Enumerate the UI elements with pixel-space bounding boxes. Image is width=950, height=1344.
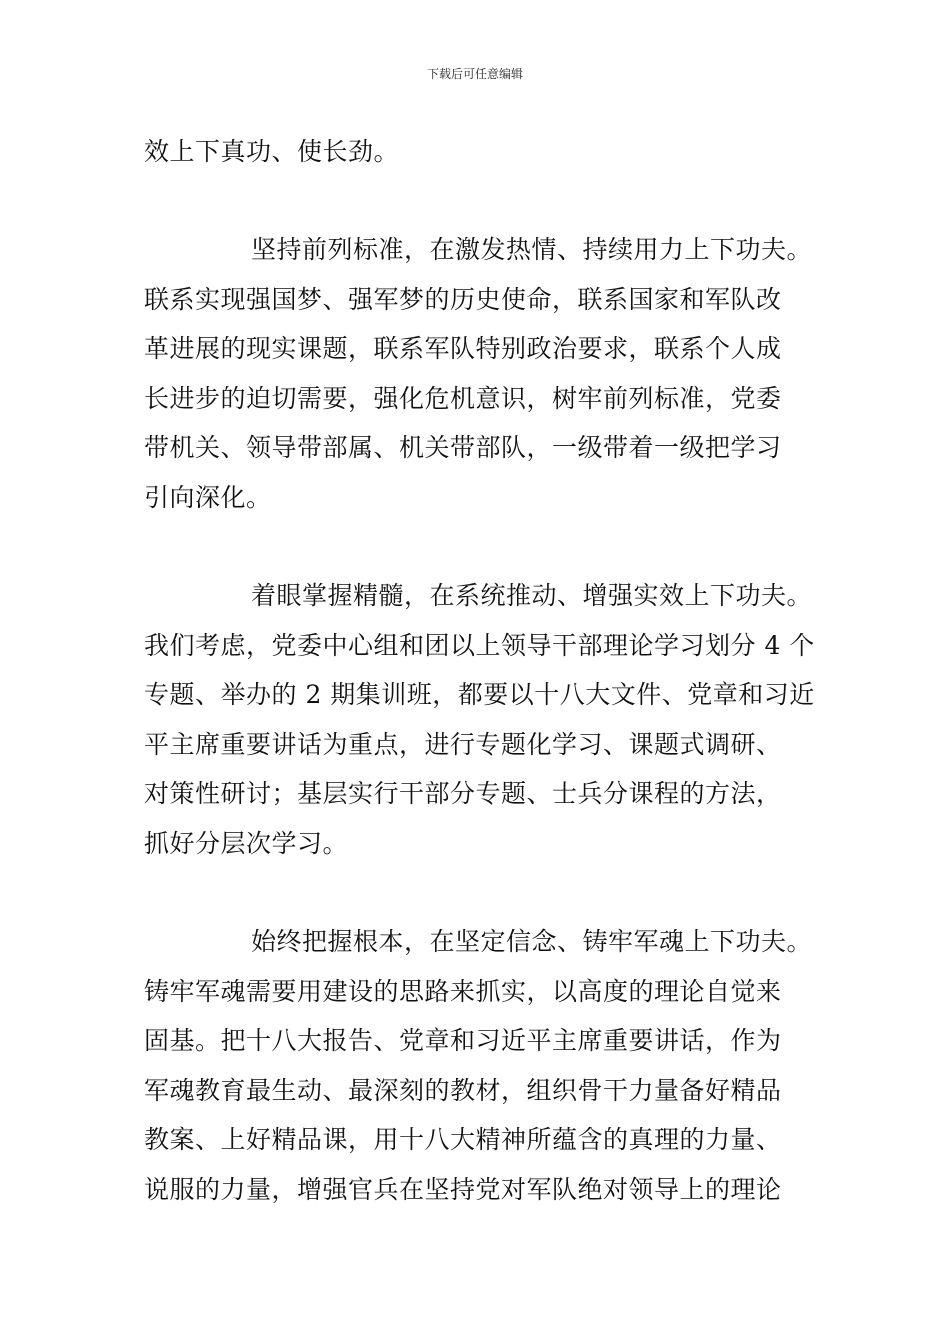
paragraph-line: 军魂教育最生动、最深刻的教材，组织骨干力量备好精品	[144, 1076, 782, 1105]
paragraph-line: 专题、举办的 2 期集训班，都要以十八大文件、党章和习近	[144, 680, 815, 709]
paragraph-line: 长进步的迫切需要，强化危机意识，树牢前列标准，党委	[144, 384, 782, 413]
paragraph-line: 联系实现强国梦、强军梦的历史使命，联系国家和军队改	[144, 285, 782, 314]
section-heading: 着眼掌握精髓，在系统推动、增强实效上下功夫。	[251, 581, 813, 610]
section-heading: 始终把握根本，在坚定信念、铸牢军魂上下功夫。	[251, 927, 813, 956]
paragraph-line: 说服的力量，增强官兵在坚持党对军队绝对领导上的理论	[144, 1175, 782, 1204]
paragraph-line: 平主席重要讲话为重点，进行专题化学习、课题式调研、	[144, 730, 782, 759]
paragraph-line: 固基。把十八大报告、党章和习近平主席重要讲话，作为	[144, 1026, 782, 1055]
paragraph-line: 对策性研讨；基层实行干部分专题、士兵分课程的方法，	[144, 779, 782, 808]
paragraph-line: 革进展的现实课题，联系军队特别政治要求，联系个人成	[144, 334, 782, 363]
paragraph-line: 引向深化。	[144, 483, 272, 512]
paragraph-line: 我们考虑，党委中心组和团以上领导干部理论学习划分 4 个	[144, 631, 815, 660]
page-header: 下载后可任意编辑	[426, 67, 523, 81]
section-heading: 坚持前列标准，在激发热情、持续用力上下功夫。	[251, 235, 813, 264]
paragraph-line: 抓好分层次学习。	[144, 829, 349, 858]
paragraph-line: 带机关、领导带部属、机关带部队，一级带着一级把学习	[144, 433, 782, 462]
paragraph-line: 效上下真功、使长劲。	[144, 137, 400, 166]
paragraph-line: 教案、上好精品课，用十八大精神所蕴含的真理的力量、	[144, 1125, 782, 1154]
paragraph-line: 铸牢军魂需要用建设的思路来抓实，以高度的理论自觉来	[144, 977, 782, 1006]
